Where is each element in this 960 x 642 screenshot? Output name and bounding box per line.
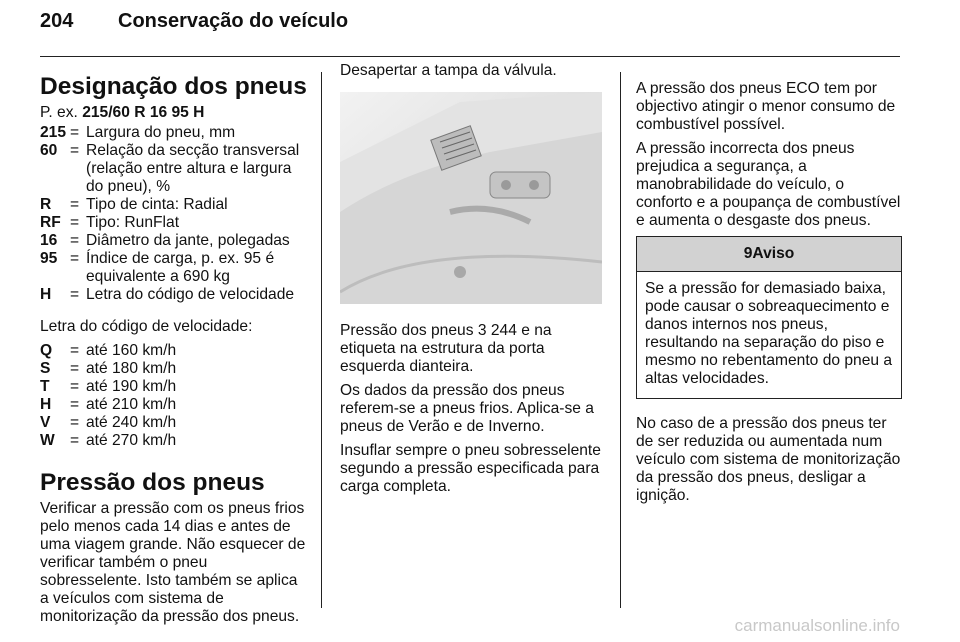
definition-value: Tipo de cinta: Radial <box>86 196 228 213</box>
speed-code-row <box>40 342 308 360</box>
column-divider-2 <box>620 72 621 608</box>
definition-equals: = <box>70 286 80 303</box>
speed-code-value: até 240 km/h <box>86 414 177 431</box>
definition-list <box>40 124 308 304</box>
tire-designation-heading: Designação dos pneus <box>40 73 307 100</box>
watermark: carmanualsonline.info <box>734 616 900 635</box>
definition-equals: = <box>70 124 80 141</box>
warning-text: Se a pressão for demasiado baixa, pode causar o sobreaquecimento e danos internos nos pneus, resultando na separação do piso e mesmo no rebentamento do pneu a altas velocidades. <box>645 280 893 387</box>
speed-code-value: até 270 km/h <box>86 432 177 449</box>
warning-triangle-icon: 9 <box>743 245 753 262</box>
definition-key: R <box>40 196 52 213</box>
column-1 <box>40 72 308 632</box>
definition-row <box>40 250 308 286</box>
definition-equals: = <box>70 196 80 213</box>
warning-header <box>637 237 901 272</box>
definition-value: Diâmetro da jante, polegadas <box>86 232 290 249</box>
speed-code-equals: = <box>70 396 80 413</box>
column-2 <box>340 62 606 502</box>
warning-box <box>636 236 902 399</box>
example-prefix: P. ex. <box>40 104 83 121</box>
pressure-paragraph-4: Os dados da pressão dos pneus referem-se a pneus frios. Aplica-se a pneus de Verão e de Inverno. <box>340 382 594 435</box>
speed-intro: Letra do código de velocidade: <box>40 318 253 335</box>
pressure-paragraph-6: A pressão dos pneus ECO tem por objectivo atingir o menor consumo de combustível possível. <box>636 80 896 133</box>
speed-code-key: Q <box>40 342 53 359</box>
example-code: 215/60 R 16 95 H <box>82 104 205 121</box>
p3-text-before: Pressão dos pneus <box>340 322 478 339</box>
pressure-paragraph-3 <box>340 322 606 376</box>
definition-value: Largura do pneu, mm <box>86 124 236 141</box>
door-pillar-illustration <box>340 92 602 304</box>
definition-key: H <box>40 286 52 303</box>
speed-code-value: até 190 km/h <box>86 378 177 395</box>
definition-key: RF <box>40 214 61 231</box>
pressure-paragraph-1 <box>40 500 308 626</box>
definition-row <box>40 286 308 304</box>
speed-code-equals: = <box>70 414 80 431</box>
definition-key: 16 <box>40 232 58 249</box>
speed-code-key: S <box>40 360 51 377</box>
speed-code-key: V <box>40 414 51 431</box>
speed-code-value: até 210 km/h <box>86 396 177 413</box>
definition-key: 95 <box>40 250 58 267</box>
speed-code-key: W <box>40 432 55 449</box>
column-3 <box>636 80 902 511</box>
definition-equals: = <box>70 250 80 267</box>
page-header <box>40 10 348 33</box>
speed-code-row <box>40 432 308 450</box>
pressure-paragraph-7: A pressão incorrecta dos pneus prejudica a segurança, a manobrabilidade do veículo, o conforto e a poupança de combustível e aumenta o desgaste dos pneus. <box>636 140 901 229</box>
definition-row <box>40 196 308 214</box>
speed-code-row <box>40 396 308 414</box>
definition-row <box>40 142 308 196</box>
door-pillar-label-photo <box>340 92 602 304</box>
definition-value: Índice de carga, p. ex. 95 é equivalente a 690 kg <box>86 250 275 285</box>
example-line <box>40 104 308 122</box>
definition-key: 215 <box>40 124 67 141</box>
definition-key: 60 <box>40 142 58 159</box>
speed-code-equals: = <box>70 378 80 395</box>
reference-arrow-icon: 3 <box>477 322 487 339</box>
pressure-paragraph-8: No caso de a pressão dos pneus ter de ser reduzida ou aumentada num veículo com sistema de monitorização da pressão dos pneus, desligar a ignição. <box>636 415 901 504</box>
speed-code-key: H <box>40 396 52 413</box>
speed-code-equals: = <box>70 342 80 359</box>
speed-code-value: até 160 km/h <box>86 342 177 359</box>
speed-code-row <box>40 378 308 396</box>
definition-value: Relação da secção transversal (relação entre altura e largura do pneu), % <box>86 142 300 195</box>
speed-code-equals: = <box>70 432 80 449</box>
warning-title: Aviso <box>752 245 795 262</box>
speed-code-row <box>40 414 308 432</box>
tire-pressure-heading: Pressão dos pneus <box>40 469 265 496</box>
pressure-paragraph-2: Desapertar a tampa da válvula. <box>340 62 557 79</box>
p3-text-after: 244 e na etiqueta na estrutura da porta esquerda dianteira. <box>340 322 552 375</box>
pressure-paragraph-5: Insuflar sempre o pneu sobresselente segundo a pressão especificada para carga completa. <box>340 442 601 495</box>
definition-value: Tipo: RunFlat <box>86 214 180 231</box>
header-rule <box>40 56 900 57</box>
speed-code-equals: = <box>70 360 80 377</box>
definition-equals: = <box>70 214 80 231</box>
definition-row <box>40 124 308 142</box>
definition-row <box>40 232 308 250</box>
speed-code-key: T <box>40 378 50 395</box>
speed-code-row <box>40 360 308 378</box>
p1-part: Verificar a pressão com os pneus frios pelo menos cada 14 dias e antes de uma viagem grande. Não esquecer de verificar também o pneu sobresselente. Isto também se aplica a veículos com sistema de monitorização da pressão dos pneus. <box>40 500 306 625</box>
page-number: 204 <box>40 10 74 32</box>
definition-value: Letra do código de velocidade <box>86 286 295 303</box>
section-title: Conservação do veículo <box>118 10 349 32</box>
speed-code-value: até 180 km/h <box>86 360 177 377</box>
column-divider-1 <box>321 72 322 608</box>
definition-equals: = <box>70 142 80 159</box>
definition-row <box>40 214 308 232</box>
definition-equals: = <box>70 232 80 249</box>
speed-code-list <box>40 342 308 450</box>
